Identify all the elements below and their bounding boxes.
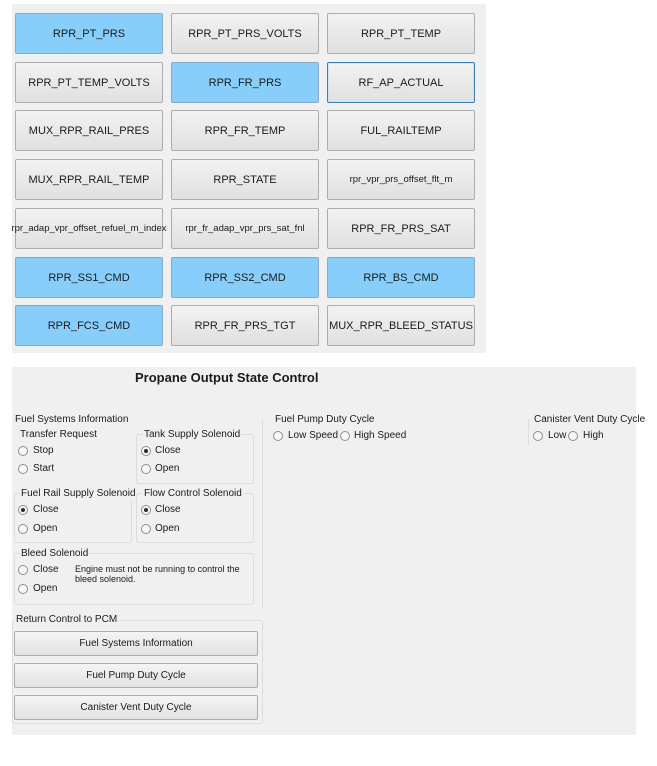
flow-control-label: Flow Control Solenoid (144, 488, 242, 499)
return-control-label: Return Control to PCM (16, 614, 118, 625)
param-button-rpr-ss2-cmd[interactable]: RPR_SS2_CMD (171, 257, 319, 298)
flow-close-label[interactable]: Close (155, 504, 181, 515)
tank-supply-group (136, 434, 254, 484)
fuel-pump-high-radio[interactable] (340, 431, 350, 441)
fuel-systems-divider (262, 419, 263, 607)
rail-supply-label: Fuel Rail Supply Solenoid (21, 488, 136, 499)
param-button-rpr-fcs-cmd[interactable]: RPR_FCS_CMD (15, 305, 163, 346)
param-button-ful-railtemp[interactable]: FUL_RAILTEMP (327, 110, 475, 151)
param-button-mux-rpr-rail-temp[interactable]: MUX_RPR_RAIL_TEMP (15, 159, 163, 200)
return-canister-vent-button[interactable]: Canister Vent Duty Cycle (14, 695, 258, 720)
param-button-rf-ap-actual[interactable]: RF_AP_ACTUAL (327, 62, 475, 103)
transfer-start-radio[interactable] (18, 464, 28, 474)
param-button-rpr-bs-cmd[interactable]: RPR_BS_CMD (327, 257, 475, 298)
transfer-start-label[interactable]: Start (33, 463, 55, 474)
bleed-label: Bleed Solenoid (21, 548, 89, 559)
param-button-rpr-ss1-cmd[interactable]: RPR_SS1_CMD (15, 257, 163, 298)
tank-open-label[interactable]: Open (155, 463, 180, 474)
param-button-rpr-pt-temp-volts[interactable]: RPR_PT_TEMP_VOLTS (15, 62, 163, 103)
canister-divider (528, 419, 529, 445)
flow-control-group (136, 493, 254, 543)
tank-open-radio[interactable] (141, 464, 151, 474)
param-button-rpr-fr-prs-sat[interactable]: RPR_FR_PRS_SAT (327, 208, 475, 249)
rail-supply-group (14, 493, 132, 543)
canister-label: Canister Vent Duty Cycle (534, 414, 646, 425)
param-button-rpr-vpr-prs-offset-flt-m[interactable]: rpr_vpr_prs_offset_flt_m (327, 159, 475, 200)
param-button-rpr-pt-temp[interactable]: RPR_PT_TEMP (327, 13, 475, 54)
param-button-rpr-adap-vpr-offset-refuel-m-index[interactable]: rpr_adap_vpr_offset_refuel_m_index (15, 208, 163, 249)
param-button-rpr-pt-prs-volts[interactable]: RPR_PT_PRS_VOLTS (171, 13, 319, 54)
fuel-systems-label: Fuel Systems Information (15, 414, 129, 425)
fuel-pump-low-radio[interactable] (273, 431, 283, 441)
canister-high-label[interactable]: High (583, 430, 604, 441)
fuel-pump-high-label[interactable]: High Speed (354, 430, 407, 441)
canister-low-radio[interactable] (533, 431, 543, 441)
flow-close-radio[interactable] (141, 505, 151, 515)
fuel-pump-low-label[interactable]: Low Speed (288, 430, 339, 441)
param-button-rpr-fr-prs-tgt[interactable]: RPR_FR_PRS_TGT (171, 305, 319, 346)
rail-open-radio[interactable] (18, 524, 28, 534)
transfer-request-label: Transfer Request (20, 429, 97, 440)
return-fuel-systems-button[interactable]: Fuel Systems Information (14, 631, 258, 656)
param-button-rpr-pt-prs[interactable]: RPR_PT_PRS (15, 13, 163, 54)
canister-high-radio[interactable] (568, 431, 578, 441)
transfer-stop-radio[interactable] (18, 446, 28, 456)
param-button-rpr-fr-temp[interactable]: RPR_FR_TEMP (171, 110, 319, 151)
param-button-rpr-fr-prs[interactable]: RPR_FR_PRS (171, 62, 319, 103)
bleed-note-line2: bleed solenoid. (75, 574, 136, 584)
tank-supply-label: Tank Supply Solenoid (144, 429, 241, 440)
rail-close-radio[interactable] (18, 505, 28, 515)
flow-open-label[interactable]: Open (155, 523, 180, 534)
fuel-pump-label: Fuel Pump Duty Cycle (275, 414, 375, 425)
param-button-rpr-fr-adap-vpr-prs-sat-fnl[interactable]: rpr_fr_adap_vpr_prs_sat_fnl (171, 208, 319, 249)
rail-close-label[interactable]: Close (33, 504, 59, 515)
flow-open-radio[interactable] (141, 524, 151, 534)
bleed-open-radio[interactable] (18, 584, 28, 594)
propane-control-panel (12, 367, 646, 735)
param-button-mux-rpr-rail-pres[interactable]: MUX_RPR_RAIL_PRES (15, 110, 163, 151)
param-button-rpr-state[interactable]: RPR_STATE (171, 159, 319, 200)
panel-title: Propane Output State Control (135, 370, 319, 385)
bleed-open-label[interactable]: Open (33, 583, 58, 594)
parameter-button-panel (12, 4, 486, 353)
bleed-close-label[interactable]: Close (33, 564, 59, 575)
return-fuel-pump-button[interactable]: Fuel Pump Duty Cycle (14, 663, 258, 688)
tank-close-radio[interactable] (141, 446, 151, 456)
bleed-note-line1: Engine must not be running to control the (75, 564, 240, 574)
transfer-stop-label[interactable]: Stop (33, 445, 54, 456)
rail-open-label[interactable]: Open (33, 523, 58, 534)
canister-low-label[interactable]: Low (548, 430, 567, 441)
tank-close-label[interactable]: Close (155, 445, 181, 456)
param-button-mux-rpr-bleed-status[interactable]: MUX_RPR_BLEED_STATUS (327, 305, 475, 346)
bleed-close-radio[interactable] (18, 565, 28, 575)
